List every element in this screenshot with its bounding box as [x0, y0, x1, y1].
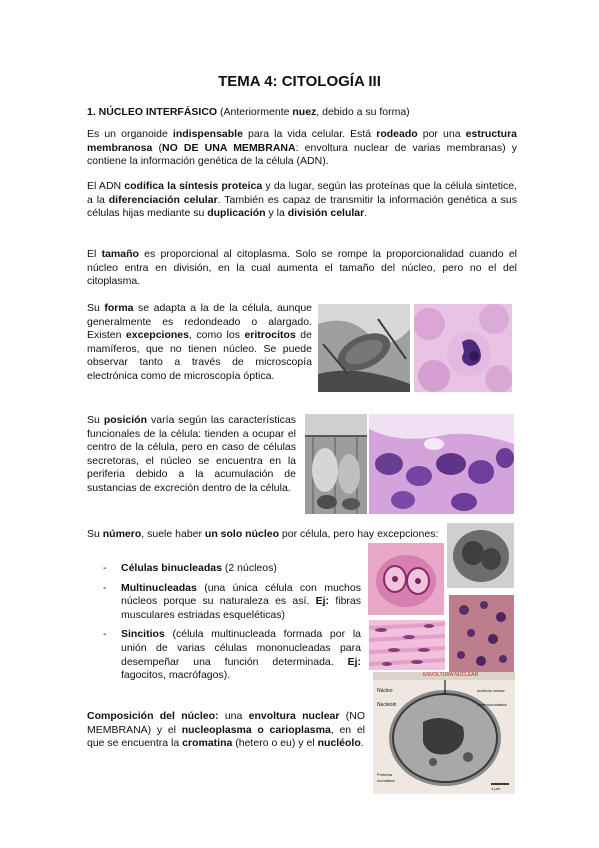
heading-note: (Anteriormente [217, 106, 293, 118]
electron-micrograph-image [318, 304, 410, 392]
paragraph-2: El ADN codifica la síntesis proteica y da lugar, según las proteínas que la célula sintetice, a la diferenciación celular. También es capaz de transmitir la información genética a sus células hijas mediante su duplicación y la división celular. [87, 180, 517, 220]
em-label-left1: Núcleo [377, 688, 393, 694]
list-item: - Sincitios (célula multinucleada formada por la unión de varias células mononucleadas para desempeñar una función determinada. Ej: fagocitos, macrófagos). [103, 628, 361, 682]
em-label-top: ENVOLTURA NUCLEAR [423, 672, 479, 678]
paragraph-posicion: Su posición varía según las características funcionales de la célula: tienden a ocupar el centro de la célula, pero en caso de células secretoras, el núcleo se encuentra en la periferia debido a la acumulación de sustancias de excreción dentro de la célula. [87, 414, 296, 494]
em-binucleated-image [447, 523, 514, 588]
heading-text: 1. NÚCLEO INTERFÁSICO [87, 106, 218, 118]
page-title: TEMA 4: CITOLOGÍA III [218, 73, 381, 90]
list-item: - Células binucleadas (2 núcleos) [103, 562, 277, 574]
paragraph-composicion: Composición del núcleo: una envoltura nuclear (NO MEMBRANA) y el nucleoplasma o carioplasma, en el que se encuentra la cromatina (hetero o eu) y el nucléolo. [87, 710, 366, 750]
em-label-bottom2: cromatina [377, 778, 395, 783]
heading-note-bold: nuez [292, 106, 317, 118]
paragraph-numero: Su número, suele haber un solo núcleo por célula, pero hay excepciones: [87, 528, 439, 540]
em-label-left2: Nucleolo [377, 702, 397, 708]
glandular-epithelium-image [369, 414, 514, 514]
heading-note-end: , debido a su forma) [316, 106, 410, 118]
nucleus-em-diagram [373, 672, 515, 794]
binucleated-cell-image [368, 543, 444, 615]
em-scale-label: 1 µm [491, 786, 500, 791]
em-label-bottom1: Proteína [377, 772, 393, 777]
section-heading [87, 106, 517, 120]
syncytium-image [449, 595, 514, 673]
paragraph-1: Es un organoide indispensable para la vida celular. Está rodeado por una estructura membranosa (NO DE UNA MEMBRANA: envoltura nuclear de varias membranas) y contiene la información genética de la célula (ADN). [87, 128, 517, 168]
em-label-right2: Heterocromatina [477, 702, 507, 707]
em-label-right1: nucleolo celular [477, 688, 505, 693]
secretory-cell-micrograph-image [305, 414, 367, 514]
list-item: - Multinucleadas (una única célula con muchos núcleos porque su naturaleza es así. Ej: fibras musculares estriadas esqueléticas) [103, 581, 362, 621]
blood-smear-image [414, 304, 512, 392]
paragraph-forma: Su forma se adapta a la de la célula, aunque generalmente es redondeado o alargado. Existen excepciones, como los eritrocitos de mamíferos, que no tienen núcleo. Se puede observar tanto a través de microscopía electrónica como de microscopía óptica. [87, 302, 312, 382]
paragraph-3: El tamaño es proporcional al citoplasma. Solo se rompe la proporcionalidad cuando el núcleo entra en división, en la cual aumenta el tamaño del núcleo, pero no el del citoplasma. [87, 248, 517, 288]
skeletal-muscle-image [369, 620, 445, 670]
nucleus-number-list [103, 562, 362, 689]
